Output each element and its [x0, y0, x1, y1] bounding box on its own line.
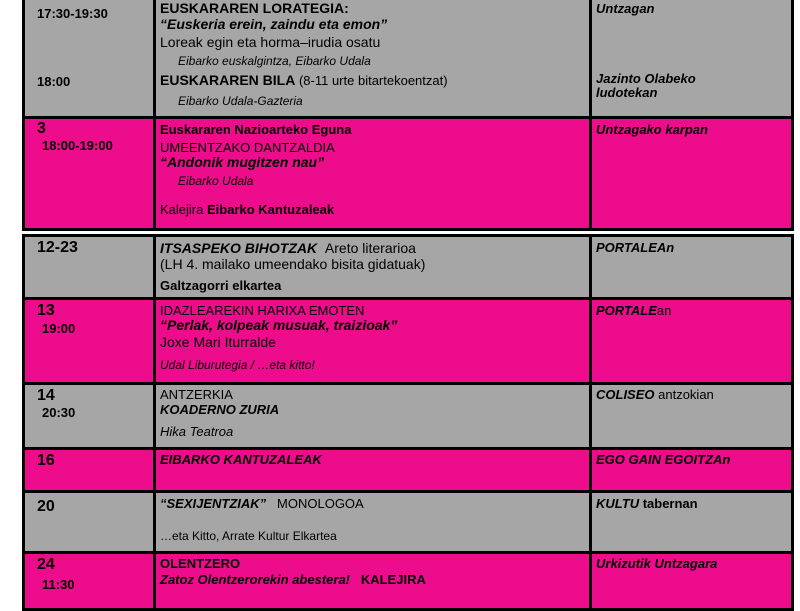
table-row	[22, 297, 794, 385]
event-time: 20:30	[42, 405, 76, 420]
event-cell	[156, 237, 592, 297]
event-quote: “Perlak, kolpeak musuak, traizioak”	[160, 317, 398, 333]
place-cell	[592, 450, 791, 490]
event-title: KOADERNO ZURIA	[160, 402, 280, 417]
event-cell	[156, 385, 592, 447]
event-place: PORTALEAn	[596, 240, 675, 255]
event-cell	[156, 119, 592, 228]
place-cell	[592, 385, 791, 447]
event-day: 3	[37, 120, 46, 137]
place-cell	[592, 300, 791, 382]
event-cell	[156, 450, 592, 490]
place-cell	[592, 119, 791, 228]
place-cell	[592, 237, 791, 297]
event-time: 18:00	[37, 74, 71, 89]
event-description: Loreak egin eta horma–irudia osatu	[160, 34, 381, 50]
date-cell	[25, 493, 156, 551]
event-time: 19:00	[42, 321, 76, 336]
event-place: Jazinto Olabeko ludotekan	[596, 71, 696, 100]
table-row	[22, 116, 794, 231]
event-title: EIBARKO KANTUZALEAK	[160, 452, 322, 467]
event-subtitle: OLENTZERO	[160, 556, 241, 571]
event-place: Untzagan	[596, 1, 655, 16]
event-organizer: Udal Liburutegia / …eta kitto!	[160, 358, 315, 372]
table-row	[22, 234, 794, 300]
event-place: KULTU tabernan	[596, 496, 698, 511]
date-cell	[25, 0, 156, 116]
event-subtitle: ANTZERKIA	[160, 387, 233, 402]
event-place: COLISEO antzokian	[596, 387, 714, 402]
event-day: 12-23	[37, 239, 78, 256]
event-cell	[156, 0, 592, 116]
event-time: 17:30-19:30	[37, 6, 108, 21]
event-time: 18:00-19:00	[42, 138, 113, 153]
event-day: 13	[37, 302, 55, 319]
event-day: 14	[37, 387, 55, 404]
event-quote: “Andonik mugitzen nau”	[160, 154, 325, 170]
place-cell	[592, 493, 791, 551]
date-cell	[25, 385, 156, 447]
event-organizer: Hika Teatroa	[160, 424, 234, 439]
date-cell	[25, 450, 156, 490]
event-title: ITSASPEKO BIHOTZAK Areto literarioa	[160, 240, 416, 256]
event-place: Untzagako karpan	[596, 122, 708, 137]
table-row	[22, 382, 794, 450]
event-cell	[156, 300, 592, 382]
event-day: 24	[37, 556, 55, 573]
event-place: PORTALEan	[596, 303, 672, 318]
event-title: Zatoz Olentzerorekin abestera! KALEJIRA	[160, 572, 426, 587]
event-day: 16	[37, 452, 55, 469]
event-place: EGO GAIN EGOITZAn	[596, 452, 731, 467]
event-title: “SEXIJENTZIAK” MONOLOGOA	[160, 496, 364, 511]
event-author: Joxe Mari Iturralde	[160, 334, 276, 350]
event-subtitle: IDAZLEAREKIN HARIXA EMOTEN	[160, 303, 365, 318]
place-cell	[592, 0, 791, 116]
date-cell	[25, 119, 156, 228]
event-time: 11:30	[42, 577, 75, 592]
event-place: Urkizutik Untzagara	[596, 556, 718, 571]
event-kalejira: Kalejira Eibarko Kantuzaleak	[160, 202, 335, 217]
event-organizer: Galtzagorri elkartea	[160, 278, 282, 293]
table-row	[22, 490, 794, 554]
event-organizer: Eibarko euskalgintza, Eibarko Udala	[178, 54, 371, 68]
event-organizer: …eta Kitto, Arrate Kultur Elkartea	[160, 529, 337, 543]
event-description: (LH 4. mailako umeendako bisita gidatuak)	[160, 256, 426, 272]
event-title: EUSKARAREN LORATEGIA:	[160, 0, 349, 16]
event-day: 20	[37, 498, 55, 515]
event-quote: “Euskeria erein, zaindu eta emon”	[160, 16, 388, 32]
event-title: Euskararen Nazioarteko Eguna	[160, 122, 352, 137]
event-cell	[156, 493, 592, 551]
table-row	[22, 0, 794, 119]
event-title: EUSKARAREN BILA (8-11 urte bitartekoentzat)	[160, 72, 448, 88]
event-organizer: Eibarko Udala-Gazteria	[178, 94, 303, 108]
event-organizer: Eibarko Udala	[178, 174, 254, 188]
table-row	[22, 551, 794, 611]
table-row	[22, 447, 794, 493]
event-subtitle: UMEENTZAKO DANTZALDIA	[160, 140, 335, 155]
date-cell	[25, 300, 156, 382]
date-cell	[25, 237, 156, 297]
